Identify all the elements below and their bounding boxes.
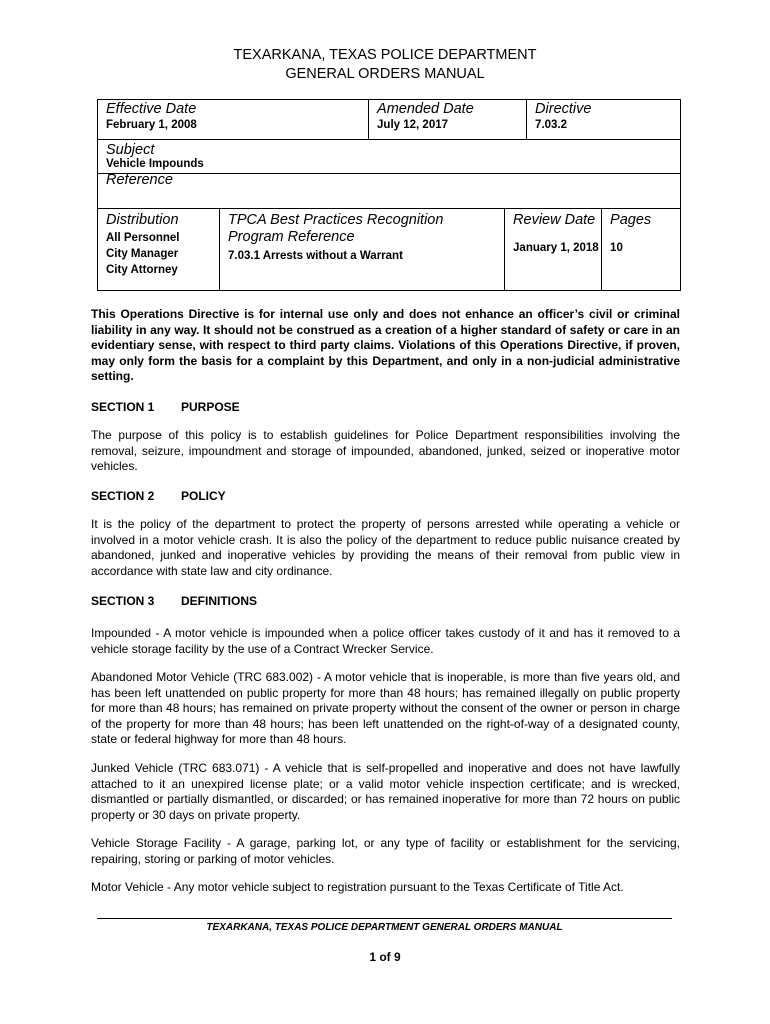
definition-motor-vehicle: Motor Vehicle - Any motor vehicle subject to registration pursuant to the Texas Certificate of Title Act.: [91, 880, 624, 894]
distribution-item: City Manager: [106, 248, 179, 260]
tpca-label-line2: Program Reference: [228, 229, 355, 245]
pages-cell: [602, 209, 681, 291]
subject-value: Vehicle Impounds: [106, 158, 204, 170]
definition-junked-vehicle: Junked Vehicle (TRC 683.071) - A vehicle that is self-propelled and inoperative and does not have lawfully attached to it an unexpired license plate; or a valid motor vehicle inspection certificate; and is wrecked, dismantled or partially dismantled, or discarded; or has remained inoperative for more than 72 hours on public property or 30 days on private property.: [91, 761, 680, 822]
effective-date-cell: [98, 100, 369, 140]
subject-cell: [98, 140, 681, 174]
section-title: PURPOSE: [181, 400, 240, 414]
section-number: SECTION 2: [91, 489, 155, 503]
disclaimer-paragraph: This Operations Directive is for internal use only and does not enhance an officer’s civil or criminal liability in any way. It should not be construed as a creation of a higher standard of safety or care in an evidentiary sense, with respect to third party claims. Violations of this Operations Directive, if proven, may only form the basis for a complaint by this Department, and only in a non-judicial administrative setting.: [91, 307, 680, 383]
purpose-paragraph: The purpose of this policy is to establish guidelines for Police Department responsibilities involving the removal, seizure, impoundment and storage of impounded, abandoned, junked, seized or inoperative motor vehicles.: [91, 428, 680, 473]
section-number: SECTION 1: [91, 400, 155, 414]
directive-value: 7.03.2: [535, 119, 568, 131]
directive-info-table: [97, 99, 681, 291]
effective-date-value: February 1, 2008: [106, 119, 197, 131]
pages-label: Pages: [610, 212, 652, 228]
pages-value: 10: [610, 242, 623, 254]
section-3-heading: [91, 594, 257, 608]
review-date-cell: [505, 209, 602, 291]
distribution-label: Distribution: [106, 212, 179, 228]
distribution-cell: [98, 209, 220, 291]
definition-storage-facility: Vehicle Storage Facility - A garage, parking lot, or any type of facility or establishment for the servicing, repairing, storing or parking of motor vehicles.: [91, 836, 680, 866]
amended-date-cell: [369, 100, 527, 140]
tpca-cell: [220, 209, 505, 291]
section-number: SECTION 3: [91, 594, 155, 608]
footer-title: TEXARKANA, TEXAS POLICE DEPARTMENT GENERAL ORDERS MANUAL: [206, 922, 563, 933]
amended-date-value: July 12, 2017: [377, 119, 449, 131]
tpca-label-line1: TPCA Best Practices Recognition: [228, 212, 444, 228]
definition-abandoned-vehicle: Abandoned Motor Vehicle (TRC 683.002) - A motor vehicle that is inoperable, is more than five years old, and has been left unattended on public property for more than 48 hours; has remained illegally on public property for more than 48 hours; has remained on private property without the consent of the owner or person in charge of the property for more than 48 hours; has been left unattended on the right-of-way of a designated county, state or federal highway for more than 48 hours.: [91, 670, 680, 746]
distribution-item: All Personnel: [106, 232, 180, 244]
distribution-item: City Attorney: [106, 264, 178, 276]
department-title: TEXARKANA, TEXAS POLICE DEPARTMENT: [233, 47, 537, 63]
review-date-value: January 1, 2018: [513, 242, 599, 254]
manual-title: GENERAL ORDERS MANUAL: [285, 66, 485, 82]
amended-date-label: Amended Date: [377, 101, 474, 117]
page-number: 1 of 9: [369, 950, 401, 964]
section-title: POLICY: [181, 489, 226, 503]
reference-cell: [98, 174, 681, 209]
footer-rule: [97, 918, 672, 919]
review-date-label: Review Date: [513, 212, 596, 228]
section-2-heading: [91, 489, 226, 503]
definition-impounded: Impounded - A motor vehicle is impounded when a police officer takes custody of it and has it removed to a vehicle storage facility by the use of a Contract Wrecker Service.: [91, 626, 680, 656]
section-title: DEFINITIONS: [181, 594, 258, 608]
reference-label: Reference: [106, 172, 173, 188]
effective-date-label: Effective Date: [106, 101, 197, 117]
policy-paragraph: It is the policy of the department to protect the property of persons arrested while operating a vehicle or involved in a motor vehicle crash. It is also the policy of the department to reduce public nuisance created by abandoned, junked and inoperative vehicles by providing the means of their removal from public view in accordance with state law and city ordinance.: [91, 517, 680, 578]
section-1-heading: [91, 400, 240, 414]
tpca-value: 7.03.1 Arrests without a Warrant: [228, 250, 403, 262]
subject-label: Subject: [106, 142, 155, 158]
directive-cell: [527, 100, 681, 140]
directive-label: Directive: [535, 101, 592, 117]
